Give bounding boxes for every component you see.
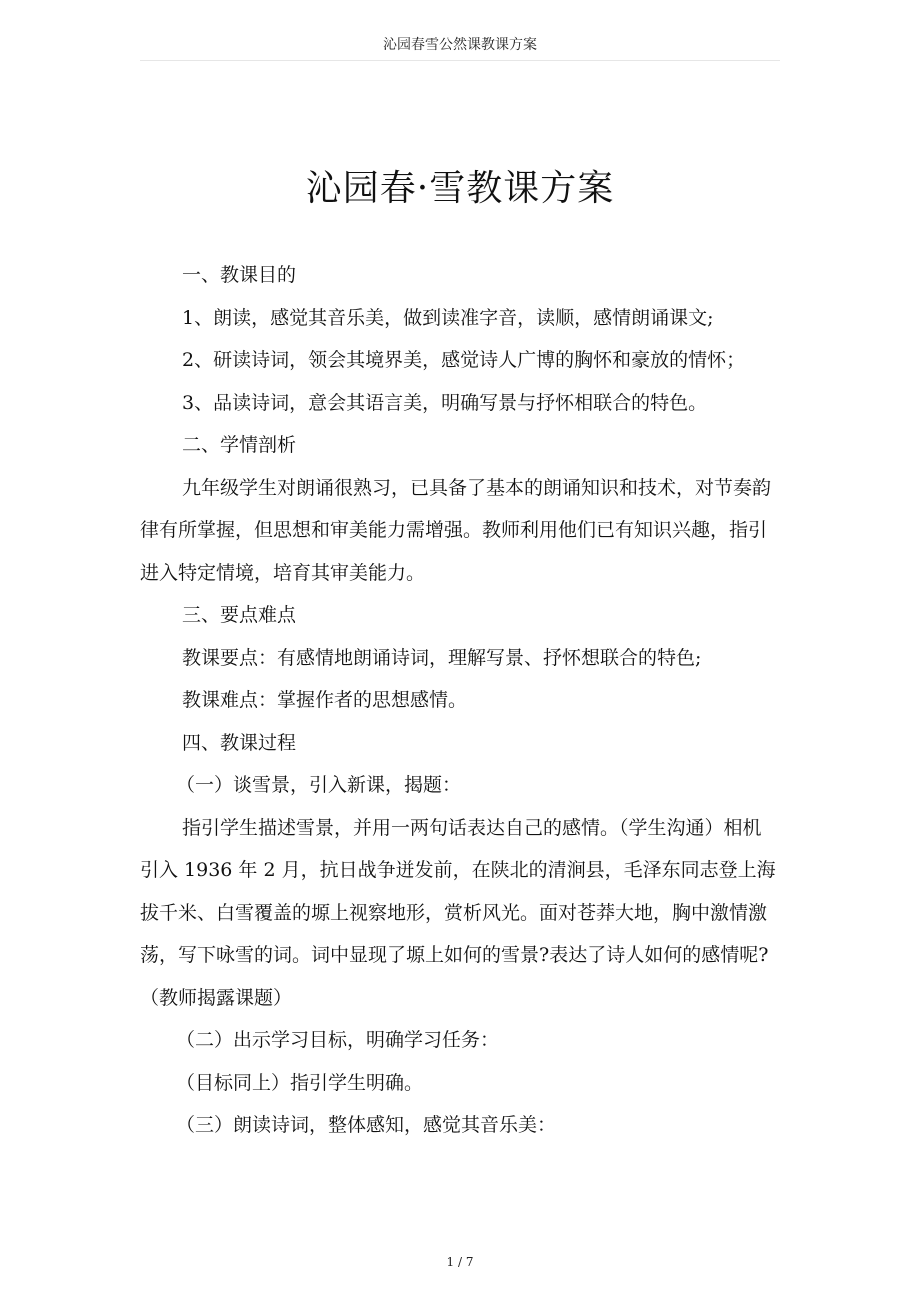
page-number: 1 / 7 [446,1255,474,1269]
document-title: 沁园春·雪教课方案 [305,168,615,209]
objective-item-3: 3、品读诗词，意会其语言美，明确写景与抒怀相联合的特色。 [182,391,708,414]
document-body [140,254,780,1147]
key-point-paragraph: 教课要点：有感情地朗诵诗词，理解写景、抒怀想联合的特色; [182,646,702,669]
running-header: 沁园春雪公然课教课方案 [383,37,537,53]
objective-item-1: 1、朗读，感觉其音乐美，做到读准字音，读顺，感情朗诵课文; [182,306,714,329]
section-heading-key-points: 三、要点难点 [182,604,297,626]
analysis-paragraph: 九年级学生对朗诵很熟习，已具备了基本的朗诵知识和技术，对节奏韵律有所掌握，但思想和审美能力需增强。教师利用他们已有知识兴趣，指引进入特定情境，培育其审美能力。 [140,476,772,584]
section-heading-objectives: 一、教课目的 [182,264,297,286]
process-step-1-heading: （一）谈雪景，引入新课，揭题： [176,774,462,796]
section-heading-analysis: 二、学情剖析 [182,434,297,456]
process-step-2-heading: （二）出示学习目标，明确学习任务： [176,1029,500,1051]
difficulty-paragraph: 教课难点：掌握作者的思想感情。 [182,689,468,711]
objective-item-2: 2、研读诗词，领会其境界美，感觉诗人广博的胸怀和豪放的情怀； [182,349,746,371]
header-divider [140,60,780,61]
process-step-1-paragraph: 指引学生描述雪景，并用一两句话表达自己的感情。（学生沟通）相机引入 1936 年 2 月，抗日战争迸发前，在陕北的清涧县，毛泽东同志登上海拔千米、白雪覆盖的塬上视察地形，赏析风光。面对苍莽大地，胸中激情激荡，写下咏雪的词。词中显现了塬上如何的雪景?表达了诗人如何的感情呢?（教师揭露课题） [140,816,776,1009]
process-step-2-paragraph: （目标同上）指引学生明确。 [176,1071,424,1094]
process-step-3-heading: （三）朗读诗词，整体感知，感觉其音乐美： [176,1114,557,1136]
section-heading-process: 四、教课过程 [182,731,297,754]
